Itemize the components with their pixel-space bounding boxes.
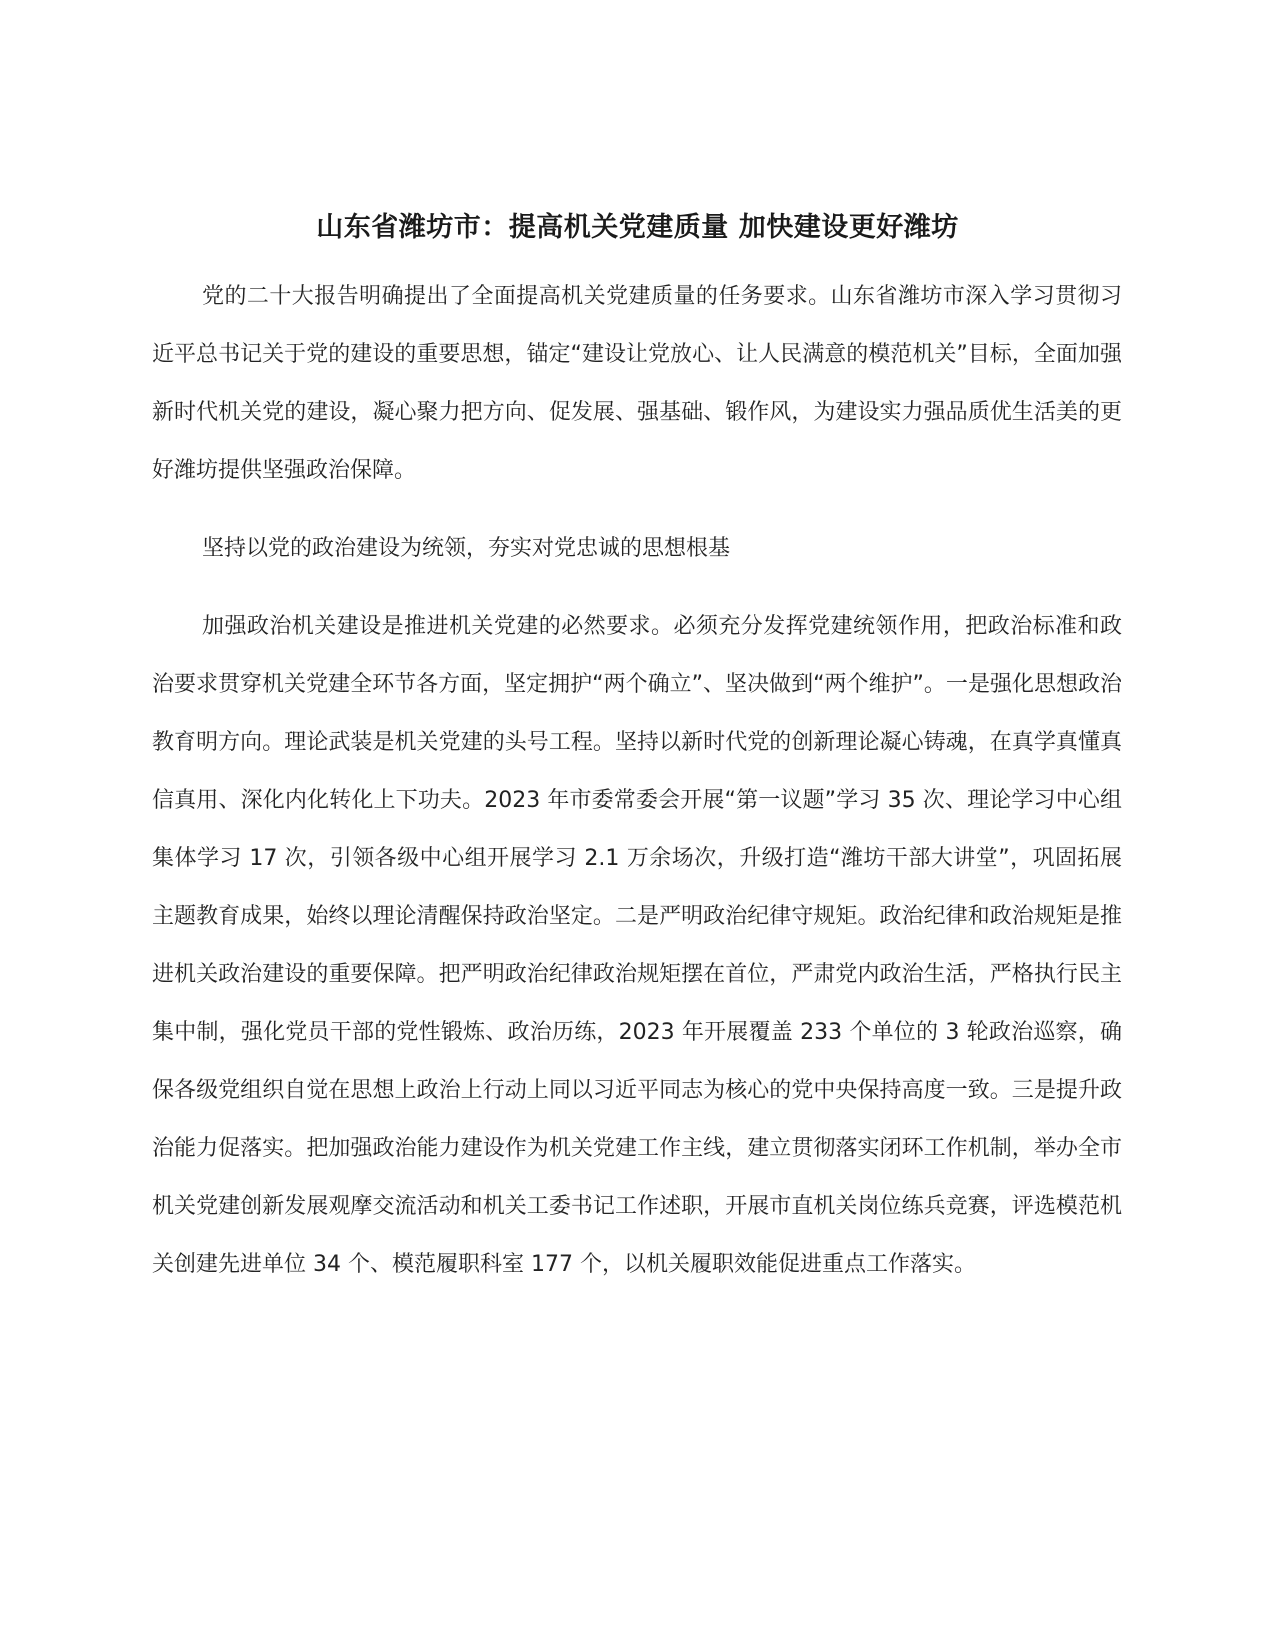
paragraph-intro: 党的二十大报告明确提出了全面提高机关党建质量的任务要求。山东省潍坊市深入学习贯彻习近平总书记关于党的建设的重要思想，锚定“建设让党放心、让人民满意的模范机关”目标，全面加强新时代机关党的建设，凝心聚力把方向、促发展、强基础、锻作风，为建设实力强品质优生活美的更好潍坊提供坚强政治保障。 bbox=[152, 284, 1122, 483]
section-heading: 坚持以党的政治建设为统领，夯实对党忠诚的思想根基 bbox=[202, 536, 731, 561]
document-title: 山东省潍坊市：提高机关党建质量 加快建设更好潍坊 bbox=[316, 212, 959, 244]
paragraph-political-building: 加强政治机关建设是推进机关党建的必然要求。必须充分发挥党建统领作用，把政治标准和政治要求贯穿机关党建全环节各方面，坚定拥护“两个确立”、坚决做到“两个维护”。一是强化思想政治教育明方向。理论武装是机关党建的头号工程。坚持以新时代党的创新理论凝心铸魂，在真学真懂真信真用、深化内化转化上下功夫。2023 年市委常委会开展“第一议题”学习 35 次、理论学习中心组集体学习 17 次，引领各级中心组开展学习 2.1 万余场次，升级打造“潍坊干部大讲堂”，巩固拓展主题教育成果，始终以理论清醒保持政治坚定。二是严明政治纪律守规矩。政治纪律和政治规矩是推进机关政治建设的重要保障。把严明政治纪律政治规矩摆在首位，严肃党内政治生活，严格执行民主集中制，强化党员干部的党性锻炼、政治历练，2023 年开展覆盖 233 个单位的 3 轮政治巡察，确保各级党组织自觉在思想上政治上行动上同以习近平同志为核心的党中央保持高度一致。三是提升政治能力促落实。把加强政治能力建设作为机关党建工作主线，建立贯彻落实闭环工作机制，举办全市机关党建创新发展观摩交流活动和机关工委书记工作述职，开展市直机关岗位练兵竞赛，评选模范机关创建先进单位 34 个、模范履职科室 177 个，以机关履职效能促进重点工作落实。 bbox=[152, 614, 1122, 1277]
document-body bbox=[152, 268, 1122, 1314]
